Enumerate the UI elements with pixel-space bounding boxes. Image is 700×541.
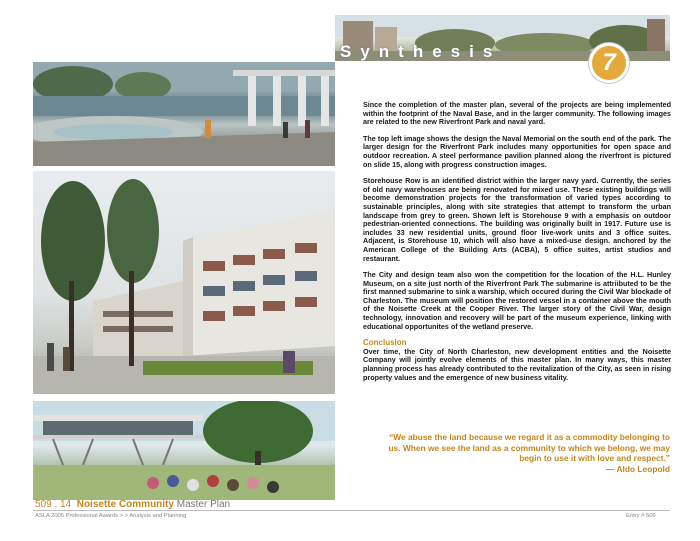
footer-breadcrumb: ASLA 2005 Professional Awards > > Analysis and Planning (35, 513, 187, 519)
footer-divider (33, 510, 670, 511)
body-text-column (363, 101, 671, 390)
footer-entry-number: 509 . 14 (35, 499, 72, 510)
footer-project-name: Noisette Community (76, 499, 174, 510)
paragraph-hunley-museum: The City and design team also won the competition for the location of the H.L. Hunley Museum, on a site just north of the Riverfront Park The submarine is attriibuted to be the first manned submarine to sink a warship, which occured during the Civil War blockade of Charleston. The museum will position the restored vessel in a container above the mouth of the Noisette Creek at the Cooper River. The larger story of the Civil War, design technology, innovation and recovery will be part of the museum experience, linking with educational opportunites of the wetland preserve. (363, 270, 671, 331)
quote-block (384, 432, 670, 474)
quote-text: “We abuse the land because we regard it as a commodity belonging to us. When we see the land as a community to which we belong, we may begin to use it with love and respect.” (388, 432, 670, 464)
footer-title (35, 499, 230, 510)
naval-memorial-image (33, 62, 335, 166)
paragraph-naval-memorial: The top left image shows the design the Naval Memorial on the south end of the park. The larger design for the Riverfront Park includes many opportunities for open space and outdoor recreation. A steel performance pavilion planned along the riverfront is pictured on slide 15, along with progress construction images. (363, 133, 671, 169)
quote-author: — Aldo Leopold (606, 463, 670, 474)
paragraph-intro: Since the completion of the master plan, several of the projects are being implemented within the footprint of the Naval Base, and in the larger community. The following images are related to the new Riverfront Park and naval yard. (363, 100, 671, 127)
conclusion-heading: Conclusion (363, 338, 407, 348)
footer-project-suffix: Master Plan (176, 499, 231, 510)
hunley-museum-pavilion-image (33, 401, 335, 500)
section-title: Synthesis (340, 42, 502, 61)
slide-number-badge: 7 (589, 43, 629, 83)
paragraph-storehouse-row: Storehouse Row is an identified district within the larger navy yard. Currently, the series of old navy warehouses are being renovated for mixed use. These existing buildings will become demonstration projects for the transformation of varied types according to sustainable principles, along with site strategies that attempt to transform the urban landscape from grey to green. Shown left is Storehouse 9 with a emphasis on outdoor pedestrian-oriented connections. The building was originally built in 1917. Future use is includes 33 new residential units, ground floor live-work units and 3 office suites. Adjacent, is Storehouse 10, which will also have a mixed-use design. anchored by the American College of the Building Arts (ACBA), 5 office suites, artist studios and restaurant. (363, 176, 671, 263)
paragraph-conclusion: Over time, the City of North Charleston, new development entities and the Noisette Company will jointly evolve elements of this master plan. In many ways, this master planning process has already contributed to the revitalization of the City, as seen in rising property values and the emergence of new business vitality. (363, 346, 671, 382)
storehouse-row-image (33, 171, 335, 394)
footer-entry-label: Entry # 509 (626, 513, 656, 519)
